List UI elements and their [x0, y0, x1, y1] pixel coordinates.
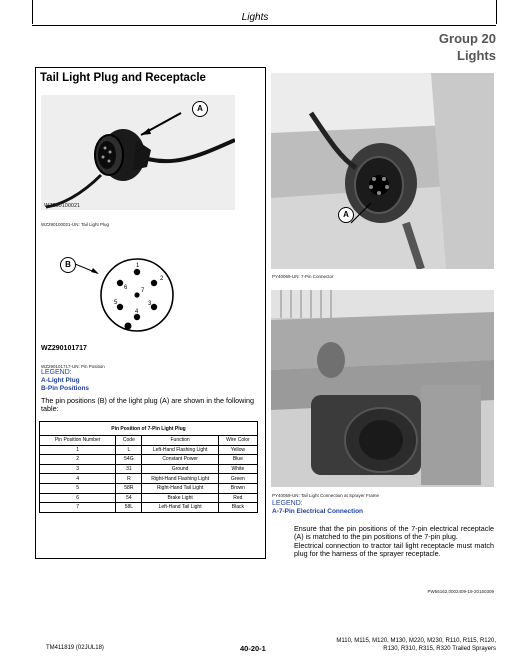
seven-pin-connector-image [271, 73, 494, 269]
running-header: Lights [241, 12, 269, 23]
table-cell: 58R [116, 483, 142, 493]
intro-paragraph: The pin positions (B) of the light plug (A) are shown in the following table: [41, 396, 254, 414]
table-row [40, 455, 258, 465]
callout-a-fig3 [338, 207, 354, 223]
group-title [439, 30, 496, 64]
instruction-paragraph-1: Ensure that the pin positions of the 7-pin electrical receptacle (A) is matched to the pin positions of the 7-pin plug. [294, 524, 494, 542]
table-row [40, 493, 258, 503]
group-number: Group 20 [438, 31, 496, 46]
table-cell: 54 [116, 493, 142, 503]
header-rule [32, 25, 496, 26]
table-cell: Black [218, 503, 257, 513]
table-cell: Red [218, 493, 257, 503]
pin-label-6: 6 [124, 285, 128, 291]
table-cell: 54G [116, 455, 142, 465]
pin-label-7: 7 [141, 288, 145, 294]
footer-models-line1: M110, M115, M120, M130, M220, M230, R110, R115, R120, [336, 638, 496, 644]
table-cell: Left-Hand Flashing Light [142, 445, 218, 455]
legend-item-b: B-Pin Positions [41, 385, 90, 392]
instruction-text [294, 525, 494, 559]
table-cell: Left-Hand Tail Light [142, 503, 218, 513]
table-cell: R [116, 474, 142, 484]
figure1-code: WZ290100021 [44, 203, 81, 209]
table-cell: Right-Hand Tail Light [142, 483, 218, 493]
table-header-cell: Wire Color [218, 436, 257, 446]
table-cell: Right-Hand Flashing Light [142, 474, 218, 484]
table-cell: Blue [218, 455, 257, 465]
figure2-code: WZ290101717 [41, 345, 87, 352]
pin-label-3: 3 [148, 301, 152, 307]
footer-page-number: 40-20-1 [240, 644, 266, 653]
table-cell: 7 [40, 503, 116, 513]
legend-item-a: A-Light Plug [41, 377, 80, 384]
table-cell: Constant Power [142, 455, 218, 465]
table-cell: Green [218, 474, 257, 484]
pin-table-title: Pin Position of 7-Pin Light Plug [40, 422, 258, 436]
sprayer-frame-connection-photo [271, 290, 494, 487]
table-header-cell: Function [142, 436, 218, 446]
table-header-cell: Pin Position Number [40, 436, 116, 446]
table-cell: 58L [116, 503, 142, 513]
table-cell: White [218, 464, 257, 474]
seven-pin-connector-photo [271, 73, 494, 269]
callout-a-fig1 [192, 101, 208, 117]
table-row [40, 474, 258, 484]
table-cell: Brake Light [142, 493, 218, 503]
table-row [40, 445, 258, 455]
table-row [40, 464, 258, 474]
pin-label-1: 1 [136, 263, 140, 269]
section-title: Tail Light Plug and Receptacle [40, 72, 206, 84]
callout-b-fig2 [60, 257, 76, 273]
table-cell: 4 [40, 474, 116, 484]
pin-label-4: 4 [135, 309, 139, 315]
legend-left [41, 369, 89, 393]
pin-label-5: 5 [114, 300, 118, 306]
legend-heading-right: LEGEND: [272, 500, 303, 507]
table-cell: Ground [142, 464, 218, 474]
table-row [40, 503, 258, 513]
table-header-cell: Code [116, 436, 142, 446]
table-cell: 31 [116, 464, 142, 474]
footer-models [336, 637, 496, 653]
table-cell: Yellow [218, 445, 257, 455]
figure4-caption: PY40059-UN: Tail Light Connection at Sprayer Frame [272, 493, 379, 498]
table-cell: 2 [40, 455, 116, 465]
table-cell: 1 [40, 445, 116, 455]
group-name: Lights [457, 48, 496, 63]
table-cell: Brown [218, 483, 257, 493]
figure1-caption: WZ290100021-UN: Tail Light Plug [41, 222, 109, 227]
footer-manual-id: TM411819 (02JUL18) [46, 645, 104, 651]
table-cell: 3 [40, 464, 116, 474]
callout-b-label: B [65, 260, 71, 269]
figure3-caption: PY40069-UN: 7-Pin Connector [272, 274, 334, 279]
table-cell: L [116, 445, 142, 455]
legend-heading: LEGEND: [41, 369, 72, 376]
footer-models-line2: R130, R310, R315, R320 Trailed Sprayers [383, 646, 496, 652]
document-code: PW56162,0002409-19-20150309 [427, 589, 494, 594]
legend-item-right-a: A-7-Pin Electrical Connection [272, 508, 364, 515]
table-cell: 5 [40, 483, 116, 493]
table-header-row [40, 436, 258, 446]
pin-label-2: 2 [160, 276, 164, 282]
callout-a-label-fig3: A [343, 210, 349, 219]
figure2-caption: WZ290101717-UN: Pin Position [41, 364, 105, 369]
table-cell: 6 [40, 493, 116, 503]
callout-a-label: A [197, 104, 203, 113]
sprayer-frame-connection-image [271, 290, 494, 487]
pin-table [39, 421, 258, 513]
legend-right [272, 500, 363, 516]
instruction-paragraph-2: Electrical connection to tractor tail light receptacle must match plug for the harness of the sprayer receptacle. [294, 540, 494, 559]
table-row [40, 483, 258, 493]
pin-position-diagram [75, 255, 175, 345]
